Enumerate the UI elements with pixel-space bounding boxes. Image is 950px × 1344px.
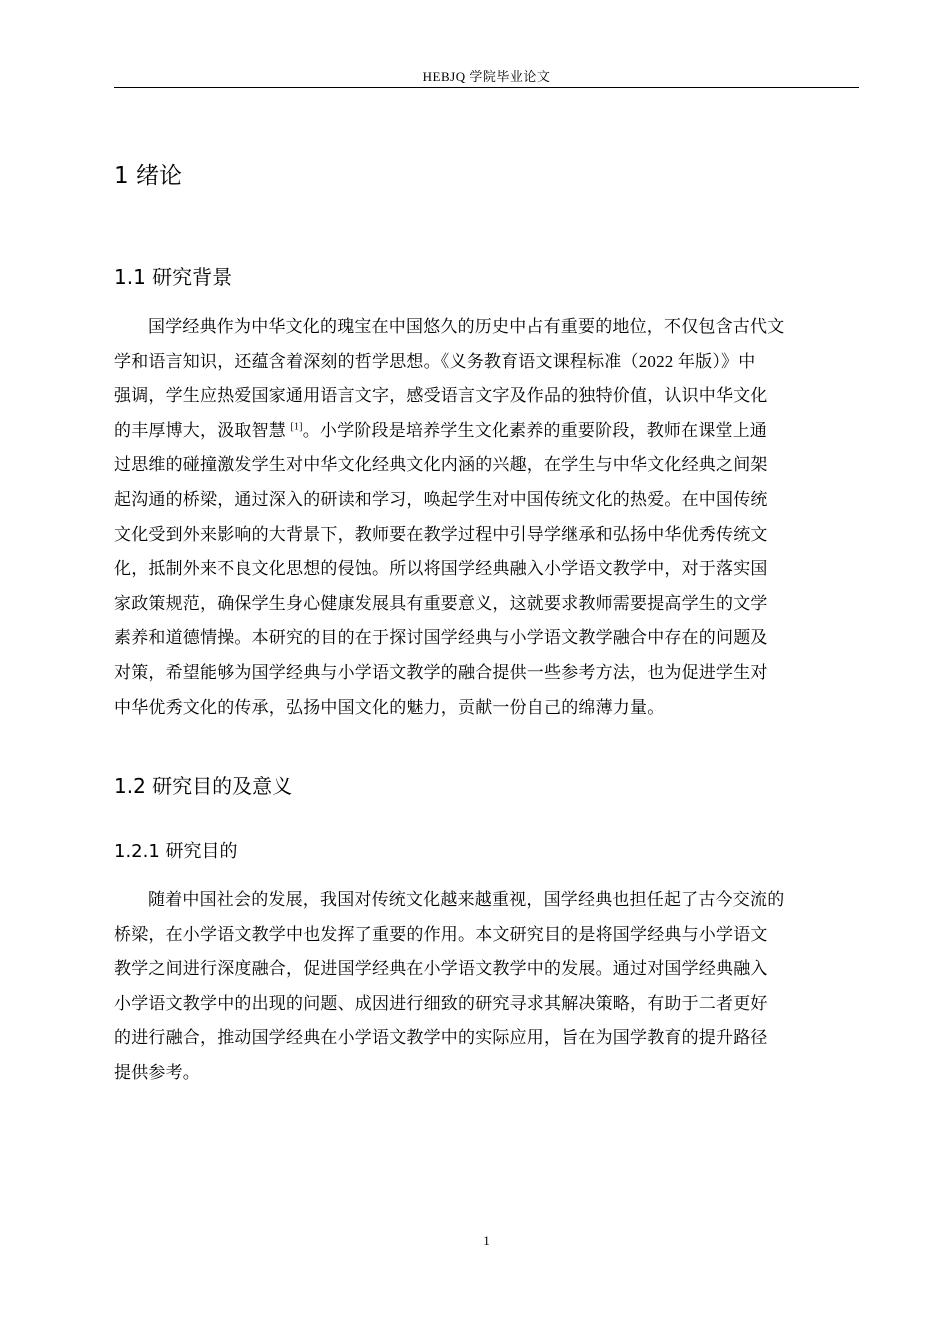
paragraph-line: 过思维的碰撞激发学生对中华文化经典文化内涵的兴趣，在学生与中华文化经典之间架 bbox=[114, 455, 768, 475]
paragraph-line: 对策，希望能够为国学经典与小学语文教学的融合提供一些参考方法，也为促进学生对 bbox=[114, 662, 768, 682]
paragraph-line: 学和语言知识，还蕴含着深刻的哲学思想。《义务教育语文课程标准（2022 年版）》中 bbox=[114, 351, 756, 371]
paragraph-line: 化，抵制外来不良文化思想的侵蚀。所以将国学经典融入小学语文教学中，对于落实国 bbox=[114, 559, 768, 579]
paragraph-line: 文化受到外来影响的大背景下，教师要在教学过程中引导学继承和弘扬中华优秀传统文 bbox=[114, 524, 768, 544]
paragraph-line: 桥梁，在小学语文教学中也发挥了重要的作用。本文研究目的是将国学经典与小学语文 bbox=[114, 924, 768, 944]
page-number: 1 bbox=[483, 1233, 490, 1248]
page-header: HEBJQ 学院毕业论文 bbox=[422, 69, 551, 84]
subsection-heading-1-2-1: 1.2.1 研究目的 bbox=[114, 841, 238, 862]
header-rule bbox=[114, 87, 859, 88]
paragraph-line: 起沟通的桥梁，通过深入的研读和学习，唤起学生对中国传统文化的热爱。在中国传统 bbox=[114, 489, 768, 509]
paragraph-line: 的进行融合，推动国学经典在小学语文教学中的实际应用，旨在为国学教育的提升路径 bbox=[114, 1028, 768, 1048]
paragraph-line: 中华优秀文化的传承，弘扬中国文化的魅力，贡献一份自己的绵薄力量。 bbox=[114, 697, 665, 717]
paragraph-line: 随着中国社会的发展，我国对传统文化越来越重视，国学经典也担任起了古今交流的 bbox=[148, 890, 785, 909]
paragraph-line: 强调，学生应热爱国家通用语言文字，感受语言文字及作品的独特价值，认识中华文化 bbox=[114, 386, 768, 406]
paragraph-line: 国学经典作为中华文化的瑰宝在中国悠久的历史中占有重要的地位，不仅包含古代文 bbox=[148, 317, 785, 336]
paragraph-line: 家政策规范，确保学生身心健康发展具有重要意义，这就要求教师需要提高学生的文学 bbox=[114, 593, 768, 613]
paragraph-research-purpose bbox=[114, 883, 859, 1091]
paragraph-text: 。小学阶段是培养学生文化素养的重要阶段，教师在课堂上通 bbox=[302, 420, 768, 440]
chapter-heading: 1 绪论 bbox=[114, 163, 182, 189]
paragraph-line: 教学之间进行深度融合，促进国学经典在小学语文教学中的发展。通过对国学经典融入 bbox=[114, 959, 768, 979]
citation-marker[interactable]: [1] bbox=[290, 421, 303, 433]
paragraph-line: 提供参考。 bbox=[114, 1062, 200, 1082]
section-heading-1-2: 1.2 研究目的及意义 bbox=[114, 774, 293, 798]
paragraph-line: 小学语文教学中的出现的问题、成因进行细致的研究寻求其解决策略，有助于二者更好 bbox=[114, 993, 768, 1013]
section-heading-1-1: 1.1 研究背景 bbox=[114, 265, 233, 289]
paragraph-line: 素养和道德情操。本研究的目的在于探讨国学经典与小学语文教学融合中存在的问题及 bbox=[114, 628, 768, 648]
paragraph-text: 的丰厚博大，汲取智慧 bbox=[114, 420, 291, 440]
paragraph-research-background bbox=[114, 310, 859, 725]
paragraph-line-with-citation bbox=[114, 414, 859, 449]
